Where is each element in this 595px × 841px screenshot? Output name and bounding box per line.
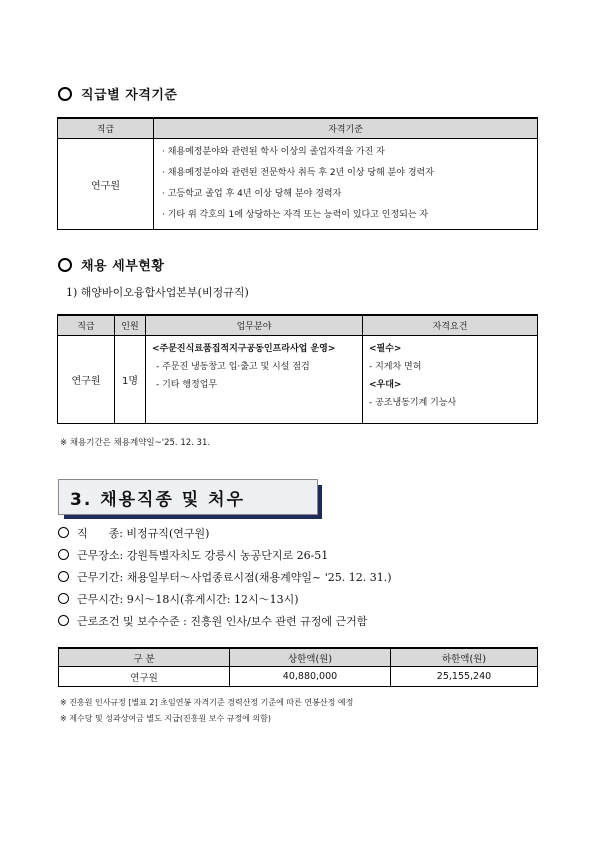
- duty-cell: [146, 336, 363, 424]
- preferred-item: - 공조냉동기계 기능사: [369, 398, 457, 408]
- circle-bullet-icon: [58, 527, 69, 538]
- circle-bullet-icon: [58, 593, 69, 604]
- criteria-item: · 채용예정분야와 관련된 학사 이상의 졸업자격을 가진 자: [162, 147, 385, 157]
- terms-item-text: 근로조건 및 보수수준 : 진흥원 인사/보수 관련 규정에 근거함: [77, 615, 368, 628]
- col-header-category: 구 분: [59, 648, 230, 667]
- circle-bullet-icon: [58, 258, 72, 272]
- terms-item: [58, 591, 392, 608]
- required-item: - 지게차 면허: [369, 362, 422, 372]
- terms-item-text: 근무기간: 채용일부터～사업종료시점(채용계약일~ '25. 12. 31.): [77, 571, 392, 584]
- terms-item-text: 근무시간: 9시～18시(휴게시간: 12시～13시): [77, 593, 299, 606]
- salary-table: [58, 647, 538, 687]
- qualification-table: [57, 117, 538, 230]
- salary-max-cell: 40,880,000: [230, 667, 391, 687]
- col-header-grade: 직급: [58, 315, 115, 336]
- duty-item: - 기타 행정업무: [156, 380, 218, 390]
- section-title-text: 채용 세부현황: [81, 259, 165, 274]
- terms-item: [58, 613, 392, 630]
- criteria-cell: [154, 139, 538, 230]
- section3-heading: 3. 채용직종 및 처우: [70, 490, 245, 510]
- preferred-label: <우대>: [369, 380, 402, 390]
- criteria-item: · 고등학교 졸업 후 4년 이상 당해 분야 경력자: [162, 189, 342, 199]
- col-header-max: 상한액(원): [230, 648, 391, 667]
- circle-bullet-icon: [58, 615, 69, 626]
- section-title-hiring: [58, 255, 164, 274]
- terms-item: [58, 547, 392, 564]
- required-label: <필수>: [369, 344, 402, 354]
- grade-cell: 연구원: [58, 139, 154, 230]
- section-title-qualifications: [58, 84, 177, 103]
- terms-item-text: 직 종: 비정규직(연구원): [77, 527, 210, 540]
- col-header-criteria: 자격기준: [154, 118, 538, 139]
- hiring-period-note: ※ 채용기간은 채용계약일~'25. 12. 31.: [60, 438, 211, 448]
- count-cell: 1명: [115, 336, 146, 424]
- col-header-min: 하한액(원): [391, 648, 538, 667]
- requirements-cell: [363, 336, 538, 424]
- circle-bullet-icon: [58, 549, 69, 560]
- salary-min-cell: 25,155,240: [391, 667, 538, 687]
- circle-bullet-icon: [58, 571, 69, 582]
- grade-cell: 연구원: [58, 336, 115, 424]
- duty-title: <주문진식료품집적지구공동인프라사업 운영>: [152, 344, 336, 354]
- criteria-item: · 채용예정분야와 관련된 전문학사 취득 후 2년 이상 당해 분야 경력자: [162, 168, 434, 178]
- duty-item: - 주문진 냉동창고 입·출고 및 시설 점검: [156, 362, 310, 372]
- col-header-requirements: 자격요건: [363, 315, 538, 336]
- terms-list: [58, 525, 392, 630]
- salary-note: ※ 진흥원 인사규정 [별표 2] 초임연봉 자격기준 경력산정 기준에 따른 연봉산정 예정: [60, 698, 354, 707]
- allowance-note: ※ 제수당 및 성과상여금 별도 지급(진흥원 보수 규정에 의함): [60, 714, 272, 723]
- col-header-duty: 업무분야: [146, 315, 363, 336]
- hiring-table: [57, 314, 538, 424]
- terms-item: [58, 569, 392, 586]
- hiring-subtitle: 1) 해양바이오융합사업본부(비정규직): [66, 286, 249, 299]
- terms-item-text: 근무장소: 강원특별자치도 강릉시 농공단지로 26-51: [77, 549, 329, 562]
- col-header-grade: 직급: [58, 118, 154, 139]
- col-header-count: 인원: [115, 315, 146, 336]
- terms-item: [58, 525, 392, 542]
- criteria-item: · 기타 위 각호의 1에 상당하는 자격 또는 능력이 있다고 인정되는 자: [162, 210, 429, 220]
- section-title-text: 직급별 자격기준: [81, 88, 178, 103]
- circle-bullet-icon: [58, 87, 72, 101]
- salary-grade-cell: 연구원: [59, 667, 230, 687]
